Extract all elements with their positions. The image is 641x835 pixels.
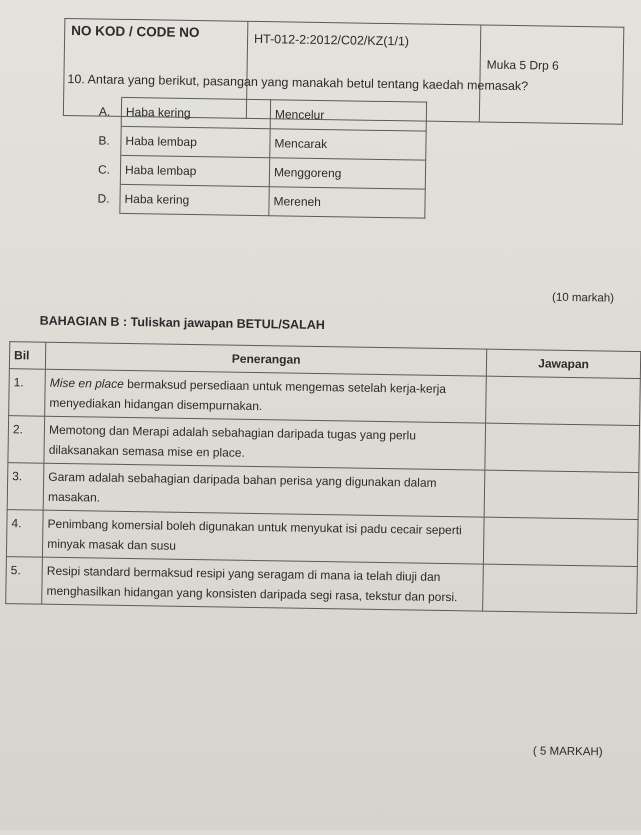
statement-text: bermaksud persediaan untuk mengemas setelah kerja-kerja menyediakan hidangan disempurnakan.: [49, 376, 447, 414]
option-row: [93, 184, 425, 218]
row-statement: Memotong dan Merapi adalah sebahagian daripada tugas yang perlu dilaksanakan semasa mise en place.: [44, 416, 486, 470]
code-value: HT-012-2:2012/C02/KZ(1/1): [246, 21, 480, 122]
option-letter: B.: [94, 126, 121, 155]
answer-cell[interactable]: [483, 517, 638, 566]
option-method: Haba lembap: [121, 126, 270, 157]
row-statement: [45, 369, 487, 423]
header-bil: Bil: [9, 342, 46, 370]
question-text: Antara yang berikut, pasangan yang manakah betul tentang kaedah memasak?: [87, 72, 529, 94]
question-number: 10.: [67, 72, 85, 87]
section-b-title: BAHAGIAN B : Tuliskan jawapan BETUL/SALAH: [39, 313, 325, 333]
marks-section-b: ( 5 MARKAH): [532, 745, 603, 759]
option-technique: Mencarak: [270, 129, 426, 160]
table-row: [6, 557, 638, 614]
answer-cell[interactable]: [483, 564, 638, 613]
row-statement: Resipi standard bermaksud resipi yang seragam di mana ia telah diuji dan menghasilkan hidangan yang konsisten daripada segi rasa, tekstur dan porsi.: [42, 557, 484, 611]
row-statement: Garam adalah sebahagian daripada bahan perisa yang digunakan dalam masakan.: [43, 463, 485, 517]
option-letter: C.: [94, 155, 121, 184]
answer-cell[interactable]: [484, 470, 639, 519]
italic-term: Mise en place: [49, 375, 124, 391]
row-number: 1.: [9, 369, 46, 417]
option-letter: D.: [93, 184, 120, 213]
option-technique: Mereneh: [269, 187, 425, 218]
options-table: [93, 96, 427, 218]
option-technique: Mencelur: [270, 100, 426, 131]
marks-section-a: (10 markah): [551, 291, 615, 305]
answer-cell[interactable]: [486, 376, 641, 425]
option-method: Haba kering: [120, 184, 269, 215]
option-method: Haba lembap: [120, 155, 269, 186]
row-number: 3.: [7, 463, 44, 511]
row-number: 5.: [6, 557, 43, 605]
row-number: 2.: [8, 416, 45, 464]
option-method: Haba kering: [121, 97, 270, 128]
option-technique: Menggoreng: [269, 158, 425, 189]
header-jawapan: Jawapan: [486, 349, 640, 378]
row-number: 4.: [6, 510, 43, 558]
code-label: NO KOD / CODE NO: [63, 18, 248, 118]
page-number: Muka 5 Drp 6: [479, 25, 624, 124]
true-false-table: [5, 341, 641, 614]
option-letter: A.: [95, 97, 122, 126]
answer-cell[interactable]: [485, 423, 640, 472]
header-penerangan: Penerangan: [46, 342, 487, 376]
row-statement: Penimbang komersial boleh digunakan untuk menyukat isi padu cecair seperti minyak masak dan susu: [43, 510, 485, 564]
